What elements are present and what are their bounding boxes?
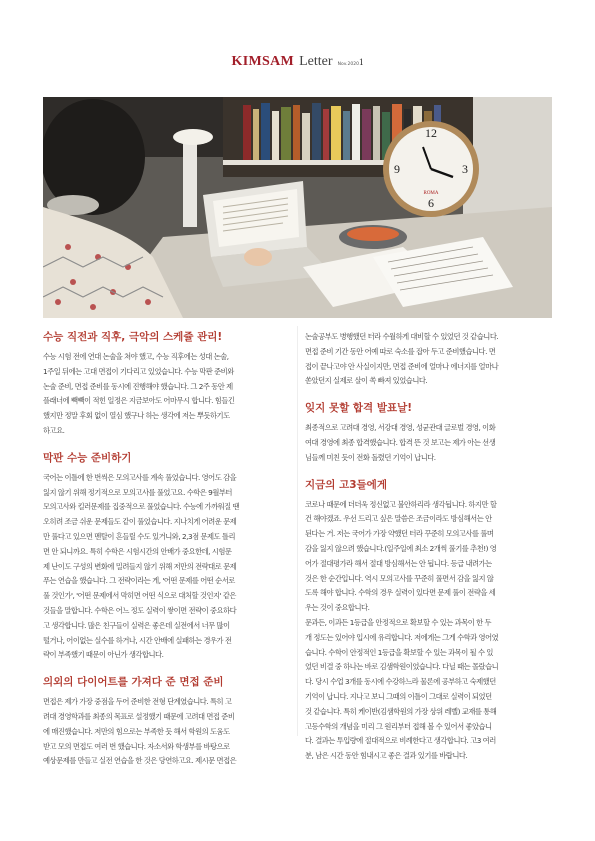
clock-nine: 9 bbox=[394, 162, 400, 176]
clock-brand: ROMA bbox=[423, 191, 439, 196]
text-line: 된다는 거. 저는 국어가 가장 약했던 터라 꾸준히 모의고사를 풀며 bbox=[305, 529, 494, 539]
text-line: 에 매진했습니다. 저만의 힘으로는 부족한 듯 해서 학원의 도움도 bbox=[43, 726, 230, 736]
text-line: 고등수학의 개념을 미리 그 원리부터 접해 볼 수 있어서 좋았습니 bbox=[305, 721, 492, 731]
section-exam-prep bbox=[43, 451, 290, 663]
section-heading: 수능 직전과 직후, 극악의 스케쥴 관리! bbox=[43, 331, 223, 343]
text-line: 려대 경영학과를 최종의 목표로 설정했기 때문에 고려대 면접 준비 bbox=[43, 711, 235, 721]
section-body bbox=[43, 695, 290, 769]
text-line: 잃지 않기 위해 정기적으로 모의고사를 풀었고요. 수학은 9월부터 bbox=[43, 487, 232, 497]
text-line: 푸는 연습을 했습니다. 그 전략이라는 게, '어떤 문제를 어떤 순서로 bbox=[43, 576, 235, 586]
section-heading: 지금의 고3들에게 bbox=[305, 478, 387, 491]
text-line: 문과든, 이과든 1등급을 안정적으로 확보할 수 있는 과목이 한 두 bbox=[305, 617, 492, 627]
text-line: 개 정도는 있어야 입시에 유리합니다. 저에게는 그게 수학과 영어였 bbox=[305, 632, 499, 642]
section-body bbox=[305, 330, 552, 389]
text-line: 면접은 제가 가장 중점을 두어 준비한 전형 단계였습니다. 특히 고 bbox=[43, 697, 232, 707]
text-line: 도록 해야 합니다. 수학의 경우 실력이 있다면 문제 풀이 전략을 세 bbox=[305, 588, 496, 598]
text-line: 었던 비결 중 하나는 바로 김샘학원이었습니다. 다닐 때는 몰랐습니 bbox=[305, 662, 499, 672]
text-line: 코로나 때문에 더더욱 정신없고 불안하리라 생각됩니다. 하지만 할 bbox=[305, 499, 497, 509]
text-line: 우는 것이 중요합니다. bbox=[305, 603, 370, 613]
brand-name: KIMSAM bbox=[231, 54, 295, 69]
section-heading: 막판 수능 준비하기 bbox=[43, 451, 132, 464]
section-interview-continued bbox=[305, 330, 552, 389]
section-results bbox=[305, 401, 552, 465]
text-line: 것 같습니다. 특히 케이반(김샘학원의 가장 상위 레벨) 교재를 통해 bbox=[305, 706, 497, 716]
text-line: 예상문제를 만들고 실전 연습을 한 것은 당연하고요. 제시문 면접은 bbox=[43, 756, 237, 766]
text-line: 했지만 정말 후회 없이 열심 했구나 하는 생각에 저는 뿌듯하기도 bbox=[43, 411, 230, 421]
masthead bbox=[0, 50, 595, 70]
text-line: 수능 시험 전에 연대 논술을 쳐야 했고, 수능 직후에는 성대 논술, bbox=[43, 352, 229, 361]
cover-photo bbox=[43, 97, 552, 318]
clock-six: 6 bbox=[428, 196, 434, 210]
text-line: 건 해야겠죠. 우선 드리고 싶은 말씀은 조금이라도 방심해서는 안 bbox=[305, 514, 492, 524]
clock-twelve: 12 bbox=[425, 126, 437, 140]
text-line: 여대 경영에 최종 합격했습니다. 합격 뜬 것 보고는 제가 아는 선생 bbox=[305, 437, 496, 447]
text-line: 기억이 납니다. 지나고 보니 그때의 이틀이 그대로 실력이 되었던 bbox=[305, 691, 492, 701]
text-line: 국어는 이틀에 한 번씩은 모의고사를 계속 풀었습니다. 영어도 감을 bbox=[43, 472, 237, 482]
section-body bbox=[305, 421, 552, 465]
text-line: 것들을 말합니다. 수학은 어느 정도 실력이 쌓이면 전략이 중요하다 bbox=[43, 605, 237, 615]
text-line: 고 생각합니다. 많은 친구들이 실력은 좋은데 실전에서 너무 많이 bbox=[43, 620, 230, 630]
text-line: 1주일 뒤에는 고대 면접이 기다리고 있었습니다. 수능 막판 준비와 bbox=[43, 366, 234, 376]
section-body bbox=[305, 498, 552, 764]
text-line: 제 난이도 구성의 변화에 밀려들지 않기 위해 저만의 전략대로 문제 bbox=[43, 561, 237, 571]
right-column bbox=[305, 330, 552, 776]
text-line: 감을 잃지 않으려 했습니다.(일주일에 최소 2개씩 풀기를 추천!) 영 bbox=[305, 543, 497, 553]
text-line: 최종적으로 고려대 경영, 서강대 경영, 성균관대 글로벌 경영, 이화 bbox=[305, 423, 496, 433]
text-line: 만 풀다고 있으면 멘탈이 흔들릴 수도 있거니와, 2,3점 문제도 틀리 bbox=[43, 531, 236, 541]
left-column bbox=[43, 330, 290, 781]
text-line: 플래너에 빽빽이 적힌 일정은 지금보아도 어마무시 합니다. 힘들긴 bbox=[43, 396, 235, 406]
text-line: 략이 부족했기 때문이 아닌가 생각합니다. bbox=[43, 650, 164, 660]
text-line: 하고요. bbox=[43, 425, 65, 435]
section-schedule bbox=[43, 330, 290, 439]
text-line: 논술 준비, 면접 준비를 동시에 진행해야 했습니다. 그 2주 동안 제 bbox=[43, 381, 233, 391]
letter-title: Letter bbox=[299, 54, 333, 69]
text-line: 받고 모의 면접도 여러 번 했습니다. 자소서와 학생부를 바탕으로 bbox=[43, 741, 230, 751]
text-line: 것은 한 순간입니다. 역시 모의고사를 꾸준히 풀면서 감을 잃지 않 bbox=[305, 573, 494, 583]
text-line: 모의고사와 킬러문제를 집중적으로 풀었습니다. 수능에 가까워질 땐 bbox=[43, 502, 240, 512]
text-line: 어가 절대평가라 해서 절대 방심해서는 안 됩니다. 등급 내려가는 bbox=[305, 558, 492, 568]
section-body bbox=[43, 471, 290, 663]
text-line: 쏟았던지 실제로 살이 쏙 빠져 있었습니다. bbox=[305, 376, 428, 386]
text-line: 습니다. 수학이 안정적인 1등급을 확보할 수 있는 과목이 될 수 있 bbox=[305, 647, 493, 657]
text-line: 분, 남은 시간 동안 힘내시고 좋은 결과 있기를 바랍니다. bbox=[305, 751, 468, 761]
page-number: 1 bbox=[358, 57, 364, 67]
column-divider bbox=[297, 326, 298, 736]
section-body bbox=[43, 350, 290, 439]
issue-date: Nov.2020 bbox=[337, 62, 359, 67]
text-line: 떨거나, 어이없는 실수를 하거나, 시간 안배에 실패하는 경우가 전 bbox=[43, 635, 232, 645]
text-line: 접이 끝나고야 안 사실이지만, 면접 준비에 얼마나 에너지를 얼마나 bbox=[305, 361, 499, 371]
student-studying-illustration bbox=[43, 97, 552, 318]
section-interview bbox=[43, 675, 290, 769]
clock-three: 3 bbox=[462, 162, 468, 176]
section-heading: 잊지 못할 합격 발표날! bbox=[305, 402, 413, 415]
text-line: 면접 준비 기간 동안 어예 따로 숙소를 잡아 두고 준비했습니다. 면 bbox=[305, 346, 496, 356]
section-advice bbox=[305, 478, 552, 764]
text-line: 면 안 되니까요. 특히 수학은 시험시간의 안배가 중요한데, 시험문 bbox=[43, 546, 232, 556]
text-line: 풀 것인가', '어떤 문제에서 막히면 어떤 식으로 대처할 것인지' 같은 bbox=[43, 591, 236, 601]
text-line: 님들께 미친 듯이 전화 돌렸던 기억이 납니다. bbox=[305, 452, 436, 462]
text-line: 다. 당시 수업 3개를 동시에 수강하느라 물론에 공부하고 숙제했던 bbox=[305, 677, 496, 687]
text-line: 오히려 조금 쉬운 문제들도 같이 풀었습니다. 지나치게 어려운 문제 bbox=[43, 517, 237, 527]
text-line: 다. 결과는 투입량에 절대적으로 비례한다고 생각합니다. 고3 여러 bbox=[305, 736, 496, 746]
section-heading: 의외의 다이어트를 가져다 준 면접 준비 bbox=[43, 676, 224, 689]
text-line: 논술공부도 병행했던 터라 수월하게 대비할 수 있었던 것 같습니다. bbox=[305, 332, 499, 341]
